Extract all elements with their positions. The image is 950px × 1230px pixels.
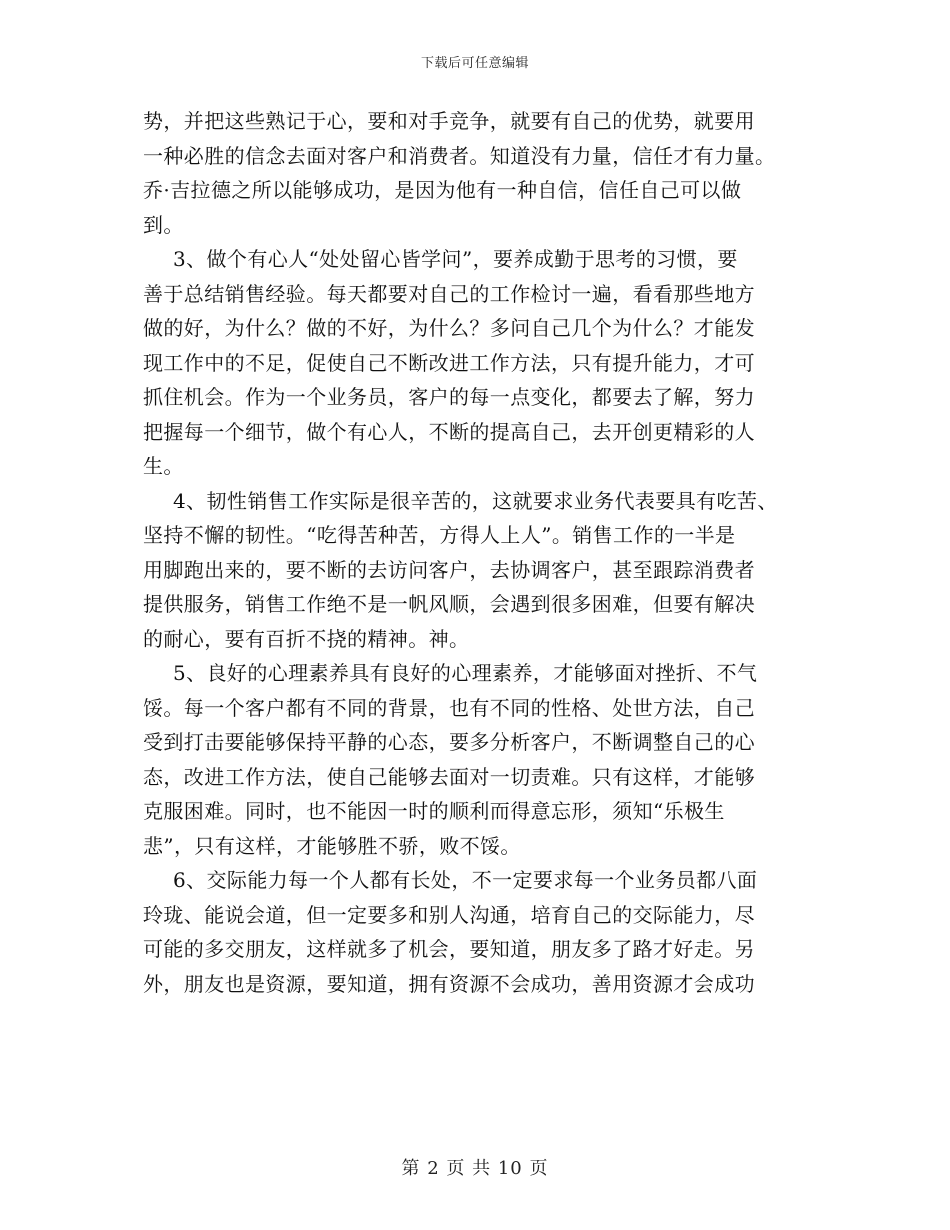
text-line: 提供服务，销售工作绝不是一帆风顺，会遇到很多困难，但要有解决 — [143, 592, 755, 616]
text-line: 势，并把这些熟记于心，要和对手竞争，就要有自己的优势，就要用 — [143, 109, 755, 133]
text-line: 现工作中的不足，促使自己不断改进工作方法，只有提升能力，才可 — [143, 350, 755, 375]
paragraph-start-line: 5、良好的心理素养具有良好的心理素养，才能够面对挫折、不气 — [173, 661, 758, 685]
paragraph-start-line: 6、交际能力每一个人都有长处，不一定要求每一个业务员都八面 — [173, 868, 758, 892]
text-line: 馁。每一个客户都有不同的背景，也有不同的性格、处世方法，自己 — [143, 695, 755, 720]
page-number-footer: 第 2 页 共 10 页 — [401, 1158, 549, 1179]
text-line: 玲珑、能说会道，但一定要多和别人沟通，培育自己的交际能力，尽 — [143, 902, 755, 927]
text-line: 抓住机会。作为一个业务员，客户的每一点变化，都要去了解，努力 — [143, 385, 755, 409]
text-line: 外，朋友也是资源，要知道，拥有资源不会成功，善用资源才会成功 — [143, 971, 755, 996]
text-line: 一种必胜的信念去面对客户和消费者。知道没有力量，信任才有力量。 — [143, 143, 776, 168]
text-line: 生。 — [143, 454, 184, 478]
page-header: 下载后可任意编辑 — [420, 56, 529, 71]
text-line: 善于总结销售经验。每天都要对自己的工作检讨一遍，看看那些地方 — [143, 281, 755, 306]
text-line: 把握每一个细节，做个有心人，不断的提高自己，去开创更精彩的人 — [143, 419, 755, 444]
text-line: 坚持不懈的韧性。“吃得苦种苦，方得人上人”。销售工作的一半是 — [143, 523, 736, 547]
text-line: 乔·吉拉德之所以能够成功，是因为他有一种自信，信任自己可以做 — [143, 178, 742, 202]
text-line: 受到打击要能够保持平静的心态，要多分析客户，不断调整自己的心 — [143, 730, 755, 754]
text-line: 的耐心，要有百折不挠的精神。神。 — [143, 626, 470, 651]
text-line: 克服困难。同时，也不能因一时的顺利而得意忘形，须知“乐极生 — [143, 799, 725, 823]
text-line: 做的好，为什么？做的不好，为什么？多问自己几个为什么？才能发 — [143, 316, 755, 340]
paragraph-start-line: 4、韧性销售工作实际是很辛苦的，这就要求业务代表要具有吃苦、 — [173, 488, 778, 513]
text-line: 态，改进工作方法，使自己能够去面对一切责难。只有这样，才能够 — [143, 764, 755, 789]
text-line: 到。 — [143, 212, 184, 237]
text-line: 用脚跑出来的，要不断的去访问客户，去协调客户，甚至跟踪消费者 — [143, 557, 755, 582]
document-body — [143, 104, 819, 1001]
text-line: 悲”，只有这样，才能够胜不骄，败不馁。 — [143, 833, 521, 858]
paragraph-start-line: 3、做个有心人“处处留心皆学问”，要养成勤于思考的习惯，要 — [173, 247, 738, 271]
text-line: 可能的多交朋友，这样就多了机会，要知道，朋友多了路才好走。另 — [143, 937, 755, 961]
